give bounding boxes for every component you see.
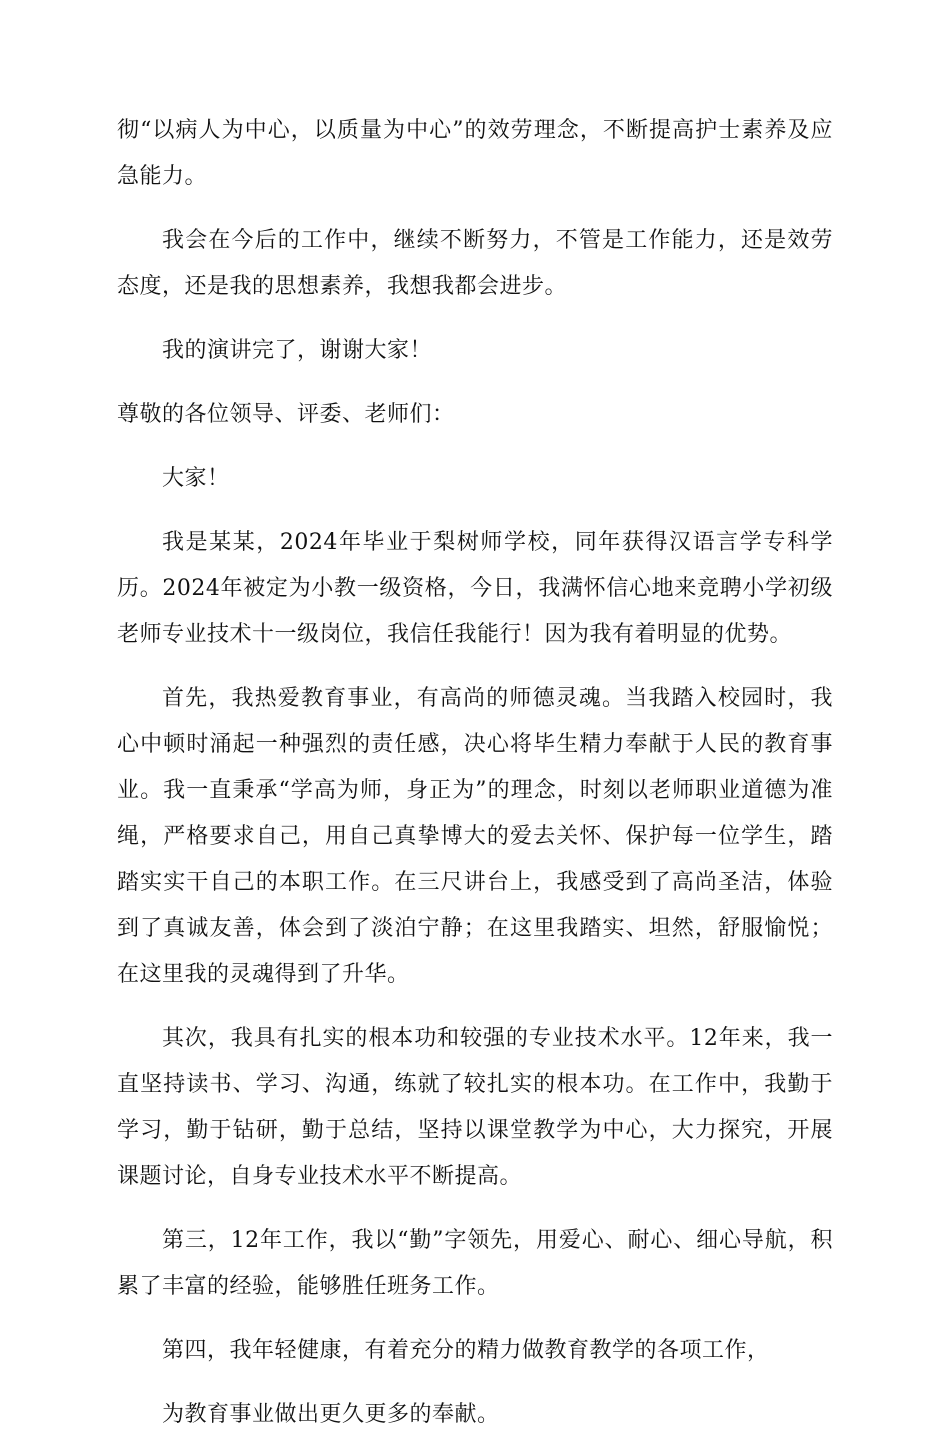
paragraph: 第四，我年轻健康，有着充分的精力做教育教学的各项工作， bbox=[162, 1338, 770, 1363]
paragraph: 其次，我具有扎实的根本功和较强的专业技术水平。12年来，我一直坚持读书、学习、沟通，练就了较扎实的根本功。在工作中，我勤于学习，勤于钻研，勤于总结，坚持以课堂教学为中心，大力探究，开展课题讨论，自身专业技术水平不断提高。 bbox=[117, 1026, 833, 1189]
paragraph: 彻“以病人为中心，以质量为中心”的效劳理念，不断提高护士素养及应急能力。 bbox=[117, 118, 833, 189]
paragraph: 第三，12年工作，我以“勤”字领先，用爱心、耐心、细心导航，积累了丰富的经验，能够胜任班务工作。 bbox=[117, 1228, 833, 1299]
paragraph: 我的演讲完了，谢谢大家！ bbox=[162, 338, 433, 363]
greeting: 大家！ bbox=[162, 466, 230, 491]
document-body bbox=[117, 108, 833, 1456]
paragraph: 首先，我热爱教育事业，有高尚的师德灵魂。当我踏入校园时，我心中顿时涌起一种强烈的责任感，决心将毕生精力奉献于人民的教育事业。我一直秉承“学高为师，身正为”的理念，时刻以老师职业道德为准绳，严格要求自己，用自己真挚博大的爱去关怀、保护每一位学生，踏踏实实干自己的本职工作。在三尺讲台上，我感受到了高尚圣洁，体验到了真诚友善，体会到了淡泊宁静；在这里我踏实、坦然，舒服愉悦；在这里我的灵魂得到了升华。 bbox=[117, 686, 833, 987]
salutation: 尊敬的各位领导、评委、老师们： bbox=[117, 402, 455, 427]
paragraph: 我是某某，2024年毕业于梨树师学校，同年获得汉语言学专科学历。2024年被定为小教一级资格，今日，我满怀信心地来竞聘小学初级老师专业技术十一级岗位，我信任我能行！因为我有着明显的优势。 bbox=[117, 530, 833, 647]
paragraph: 为教育事业做出更久更多的奉献。 bbox=[162, 1402, 500, 1427]
paragraph: 我会在今后的工作中，继续不断努力，不管是工作能力，还是效劳态度，还是我的思想素养，我想我都会进步。 bbox=[117, 228, 833, 299]
